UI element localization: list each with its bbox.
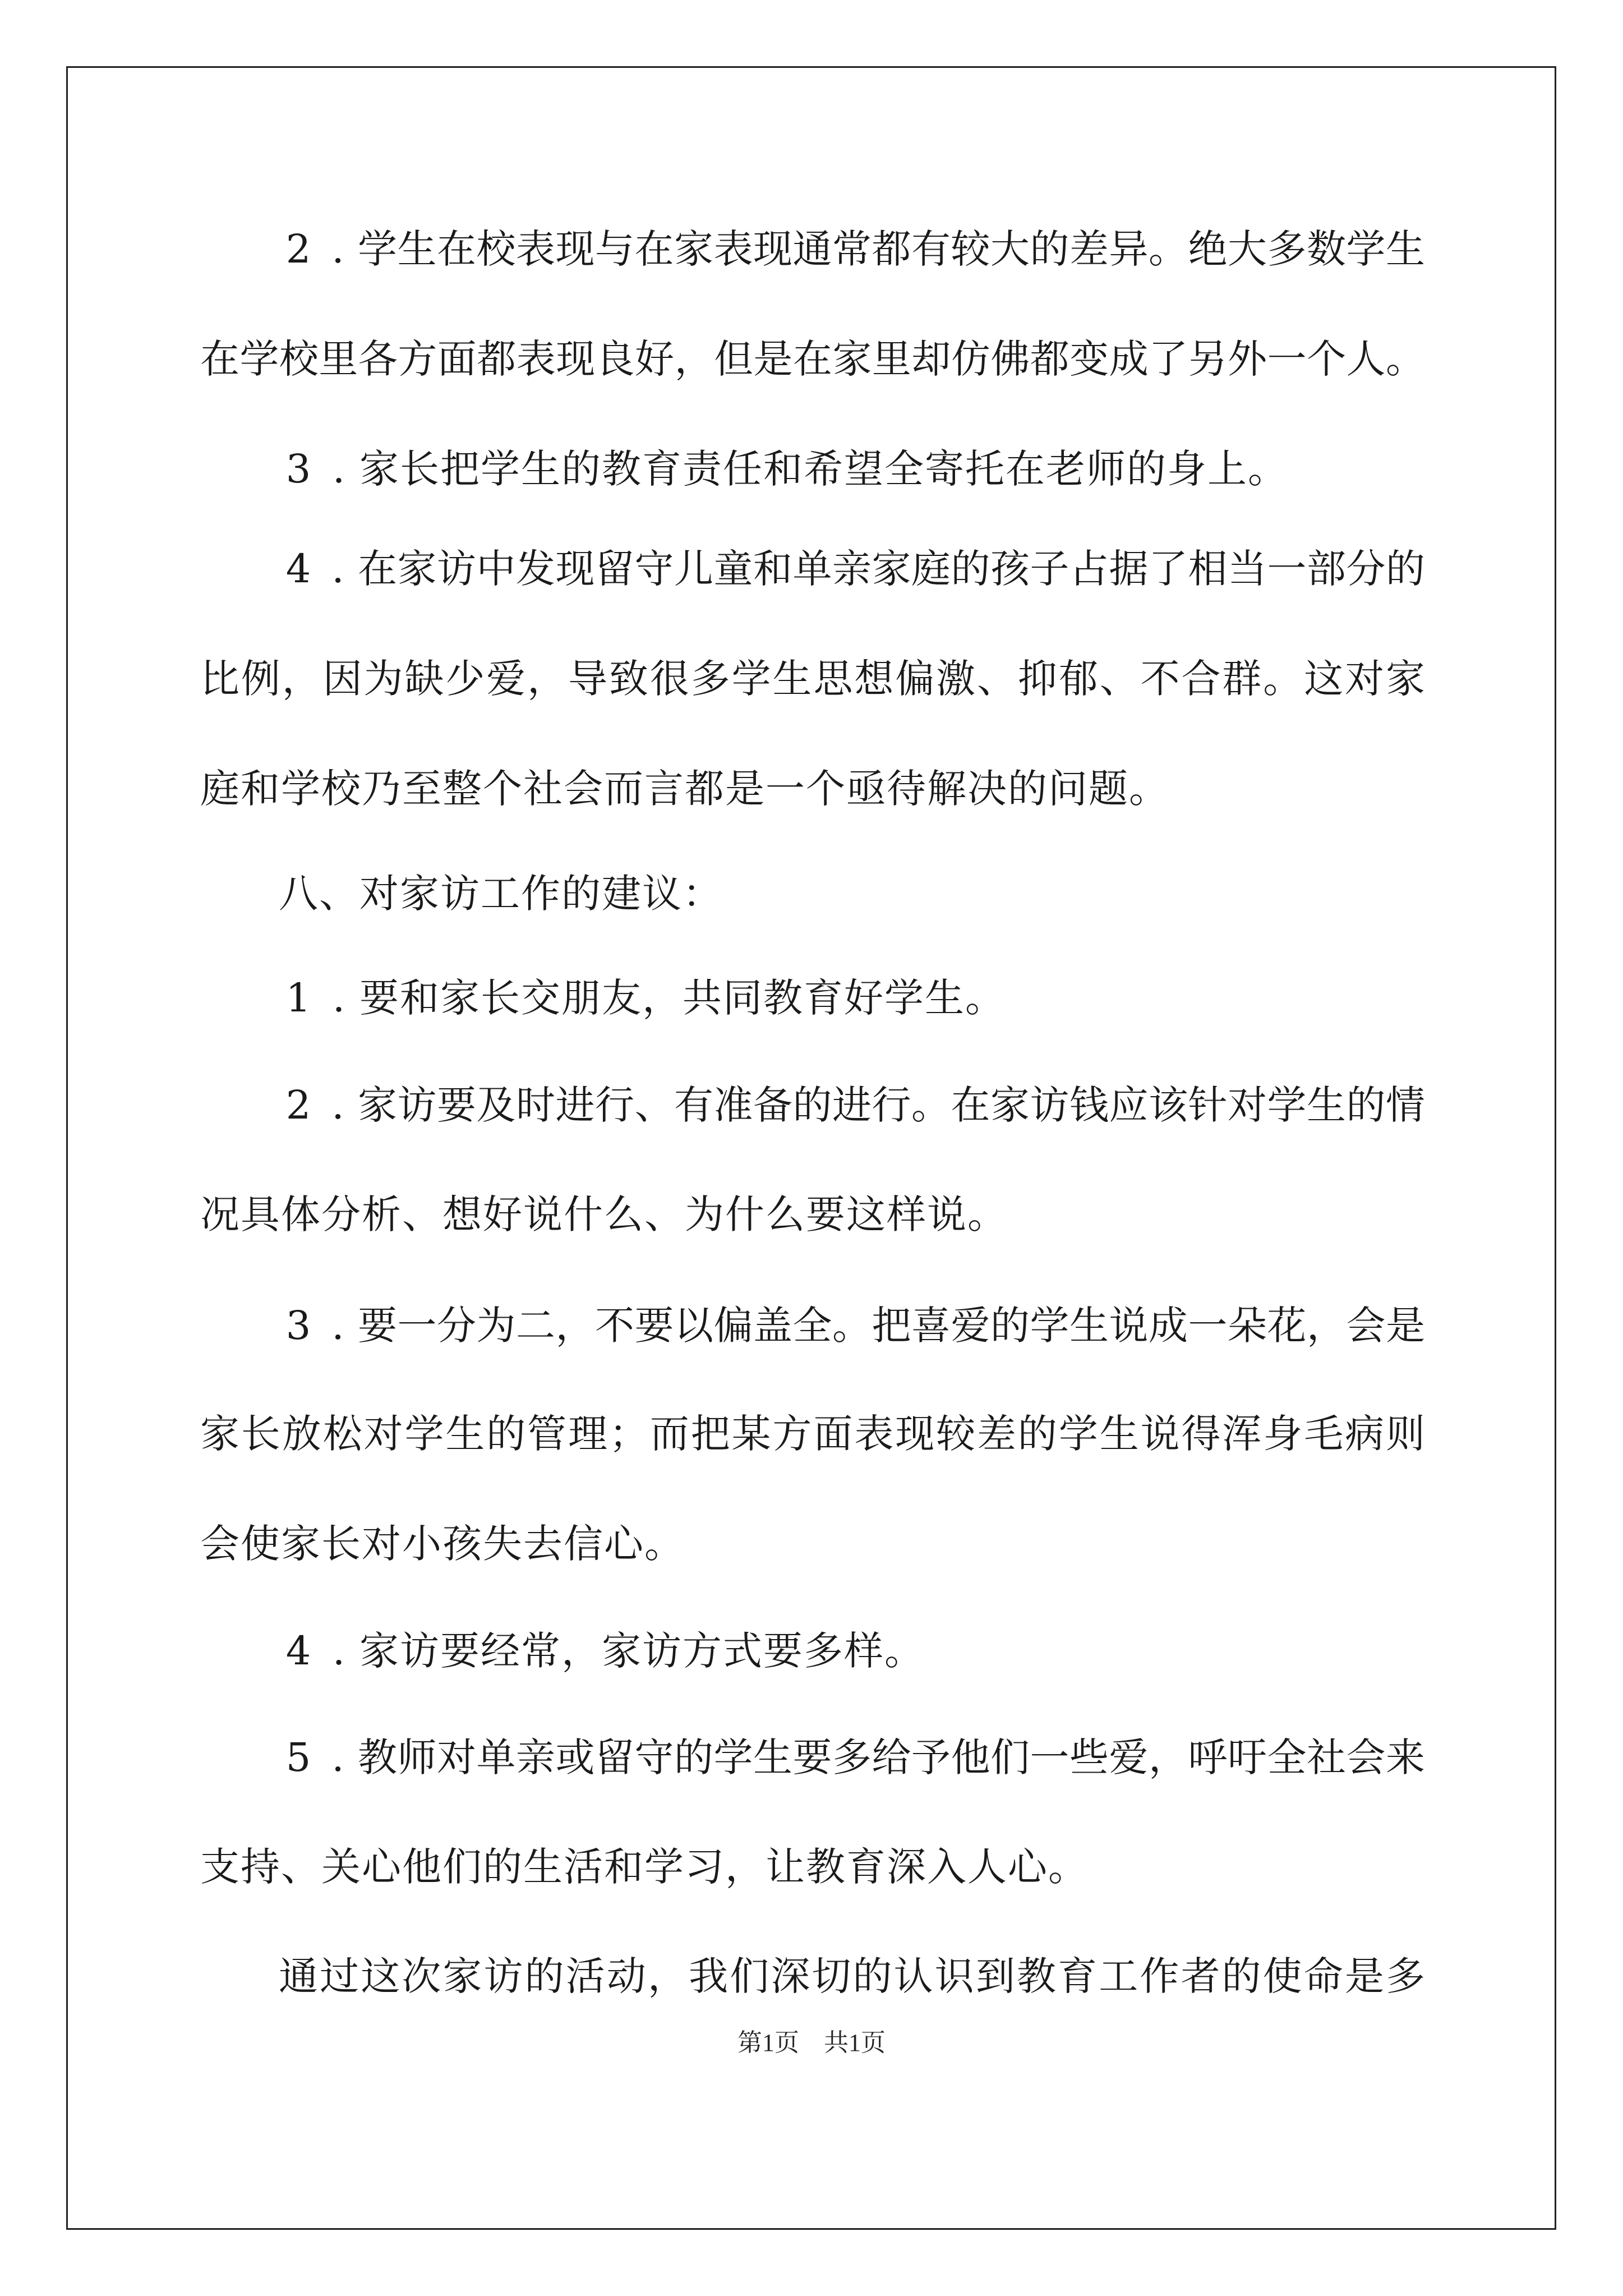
text-line: 3 . 家 长 把 学 生 的 教 育 责 任 和 希 望 全 寄 托 在 老 师 的 身 上 。 [285, 446, 1287, 492]
page-footer: 第1页 共1页 [737, 2029, 886, 2056]
text-line: 3 . 要 一 分 为 二 ， 不 要 以 偏 盖 全 。 把 喜 爱 的 学 生 说 成 一 朵 花 ， 会 是 [285, 1303, 1425, 1349]
text-line: 八 、 对 家 访 工 作 的 建 议 ： [279, 871, 722, 917]
text-line: 支 持 、 关 心 他 们 的 生 活 和 学 习 ， 让 教 育 深 入 人 心 。 [200, 1844, 1087, 1890]
text-line: 2 . 家 访 要 及 时 进 行 、 有 准 备 的 进 行 。 在 家 访 钱 应 该 针 对 学 生 的 情 [285, 1082, 1425, 1128]
text-line: 2 . 学 生 在 校 表 现 与 在 家 表 现 通 常 都 有 较 大 的 差 异 。 绝 大 多 数 学 生 [285, 226, 1425, 272]
text-line: 会 使 家 长 对 小 孩 失 去 信 心 。 [200, 1521, 684, 1567]
text-line: 在 学 校 里 各 方 面 都 表 现 良 好 ， 但 是 在 家 里 却 仿 佛 都 变 成 了 另 外 一 个 人 。 [200, 336, 1425, 382]
text-line: 比 例 ， 因 为 缺 少 爱 ， 导 致 很 多 学 生 思 想 偏 激 、 抑 郁 、 不 合 群 。 这 对 家 [200, 656, 1425, 702]
text-line: 1 . 要 和 家 长 交 朋 友 ， 共 同 教 育 好 学 生 。 [285, 975, 1004, 1021]
text-line: 庭 和 学 校 乃 至 整 个 社 会 而 言 都 是 一 个 亟 待 解 决 的 问 题 。 [200, 766, 1168, 812]
text-line: 5 . 教 师 对 单 亲 或 留 守 的 学 生 要 多 给 予 他 们 一 些 爱 ， 呼 吁 全 社 会 来 [285, 1734, 1425, 1780]
page-border [66, 66, 1556, 2230]
text-line: 4 . 家 访 要 经 常 ， 家 访 方 式 要 多 样 。 [285, 1628, 924, 1674]
text-line: 家 长 放 松 对 学 生 的 管 理 ； 而 把 某 方 面 表 现 较 差 的 学 生 说 得 浑 身 毛 病 则 [200, 1411, 1425, 1457]
text-line: 况 具 体 分 析 、 想 好 说 什 么 、 为 什 么 要 这 样 说 。 [200, 1191, 1007, 1237]
text-line: 4 . 在 家 访 中 发 现 留 守 儿 童 和 单 亲 家 庭 的 孩 子 占 据 了 相 当 一 部 分 的 [285, 546, 1425, 592]
text-line: 通 过 这 次 家 访 的 活 动 ， 我 们 深 切 的 认 识 到 教 育 工 作 者 的 使 命 是 多 [279, 1953, 1425, 1999]
